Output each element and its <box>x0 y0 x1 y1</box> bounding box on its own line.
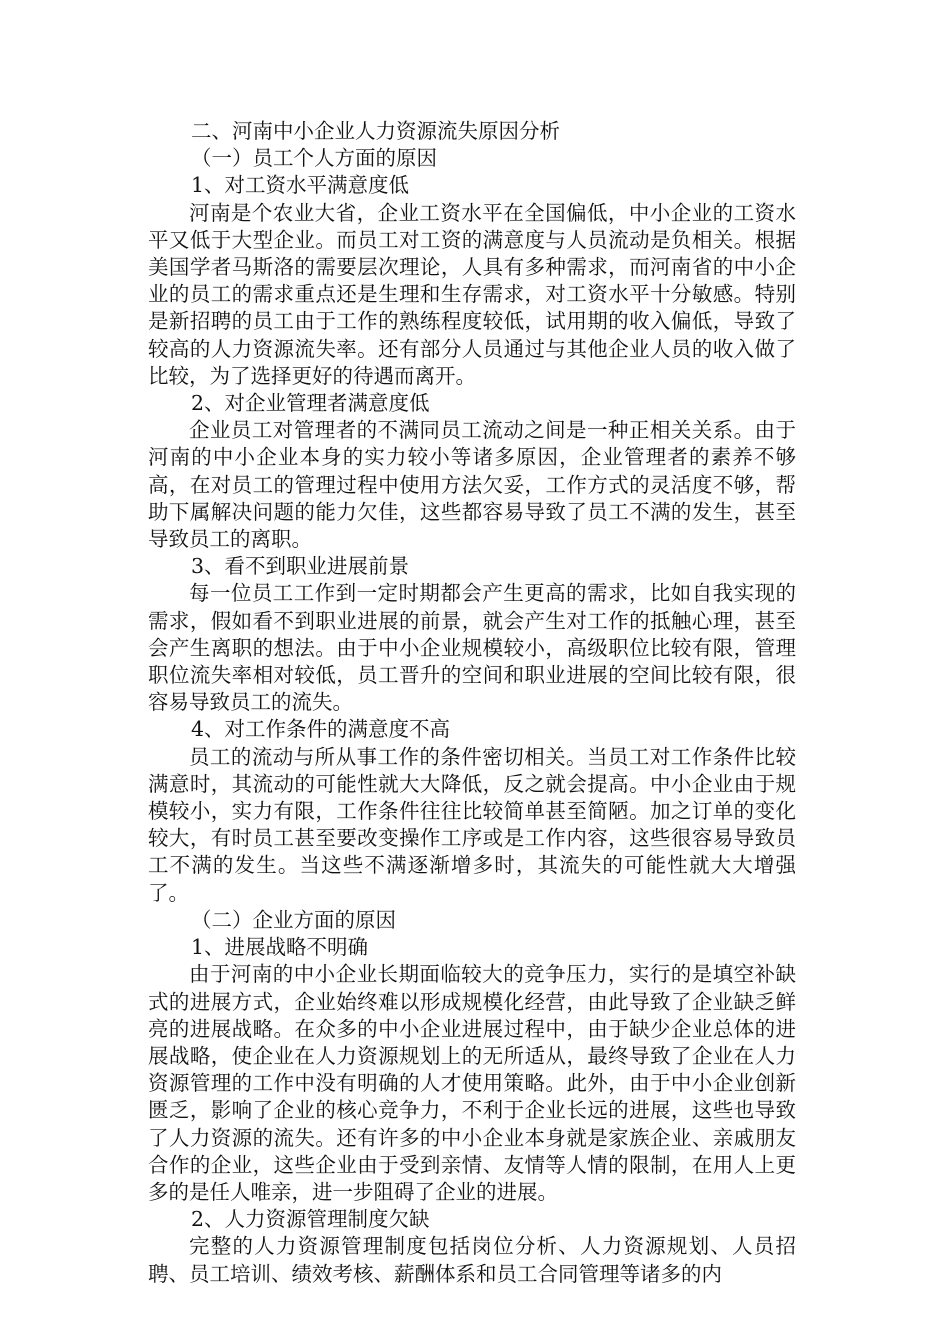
item-heading: 2、人力资源管理制度欠缺 <box>191 1207 430 1232</box>
paragraph: 员工的流动与所从事工作的条件密切相关。当员工对工作条件比较满意时，其流动的可能性就大大降低，反之就会提高。中小企业由于规模较小，实力有限，工作条件往往比较简单甚至简陋。加之订单的变化较大，有时员工甚至要改变操作工序或是工作内容，这些很容易导致员工不满的发生。当这些不满逐渐增多时，其流失的可能性就大大增强了。 <box>148 744 796 905</box>
item-heading: 4、对工作条件的满意度不高 <box>191 717 451 742</box>
paragraph: 完整的人力资源管理制度包括岗位分析、人力资源规划、人员招聘、员工培训、绩效考核、薪酬体系和员工合同管理等诸多的内 <box>148 1234 796 1286</box>
paragraph: 由于河南的中小企业长期面临较大的竞争压力，实行的是填空补缺式的进展方式，企业始终难以形成规模化经营，由此导致了企业缺乏鲜亮的进展战略。在众多的中小企业进展过程中，由于缺少企业总体的进展战略，使企业在人力资源规划上的无所适从，最终导致了企业在人力资源管理的工作中没有明确的人才使用策略。此外，由于中小企业创新匮乏，影响了企业的核心竞争力，不利于企业长远的进展，这些也导致了人力资源的流失。还有许多的中小企业本身就是家族企业、亲戚朋友合作的企业，这些企业由于受到亲情、友情等人情的限制，在用人上更多的是任人唯亲，进一步阻碍了企业的进展。 <box>148 962 796 1204</box>
item-heading: 3、看不到职业进展前景 <box>191 554 410 579</box>
paragraph: 河南是个农业大省，企业工资水平在全国偏低，中小企业的工资水平又低于大型企业。而员工对工资的满意度与人员流动是负相关。根据美国学者马斯洛的需要层次理论，人具有多种需求，而河南省的中小企业的员工的需求重点还是生理和生存需求，对工资水平十分敏感。特别是新招聘的员工由于工作的熟练程度较低，试用期的收入偏低，导致了较高的人力资源流失率。还有部分人员通过与其他企业人员的收入做了比较，为了选择更好的待遇而离开。 <box>148 200 796 388</box>
item-heading: 1、进展战略不明确 <box>191 935 369 960</box>
item-heading: 1、对工资水平满意度低 <box>191 173 410 198</box>
subsection-title: （二）企业方面的原因 <box>191 907 396 932</box>
subsection-title: （一）员工个人方面的原因 <box>191 146 437 171</box>
section-title: 二、河南中小企业人力资源流失原因分析 <box>191 119 560 143</box>
document-body <box>148 118 796 1288</box>
paragraph: 每一位员工工作到一定时期都会产生更高的需求，比如自我实现的需求，假如看不到职业进展的前景，就会产生对工作的抵触心理，甚至会产生离职的想法。由于中小企业规模较小，高级职位比较有限，管理职位流失率相对较低，员工晋升的空间和职业进展的空间比较有限，很容易导致员工的流失。 <box>148 581 796 715</box>
paragraph: 企业员工对管理者的不满同员工流动之间是一种正相关关系。由于河南的中小企业本身的实力较小等诸多原因，企业管理者的素养不够高，在对员工的管理过程中使用方法欠妥，工作方式的灵活度不够，帮助下属解决问题的能力欠佳，这些都容易导致了员工不满的发生，甚至导致员工的离职。 <box>148 418 796 552</box>
item-heading: 2、对企业管理者满意度低 <box>191 391 430 416</box>
